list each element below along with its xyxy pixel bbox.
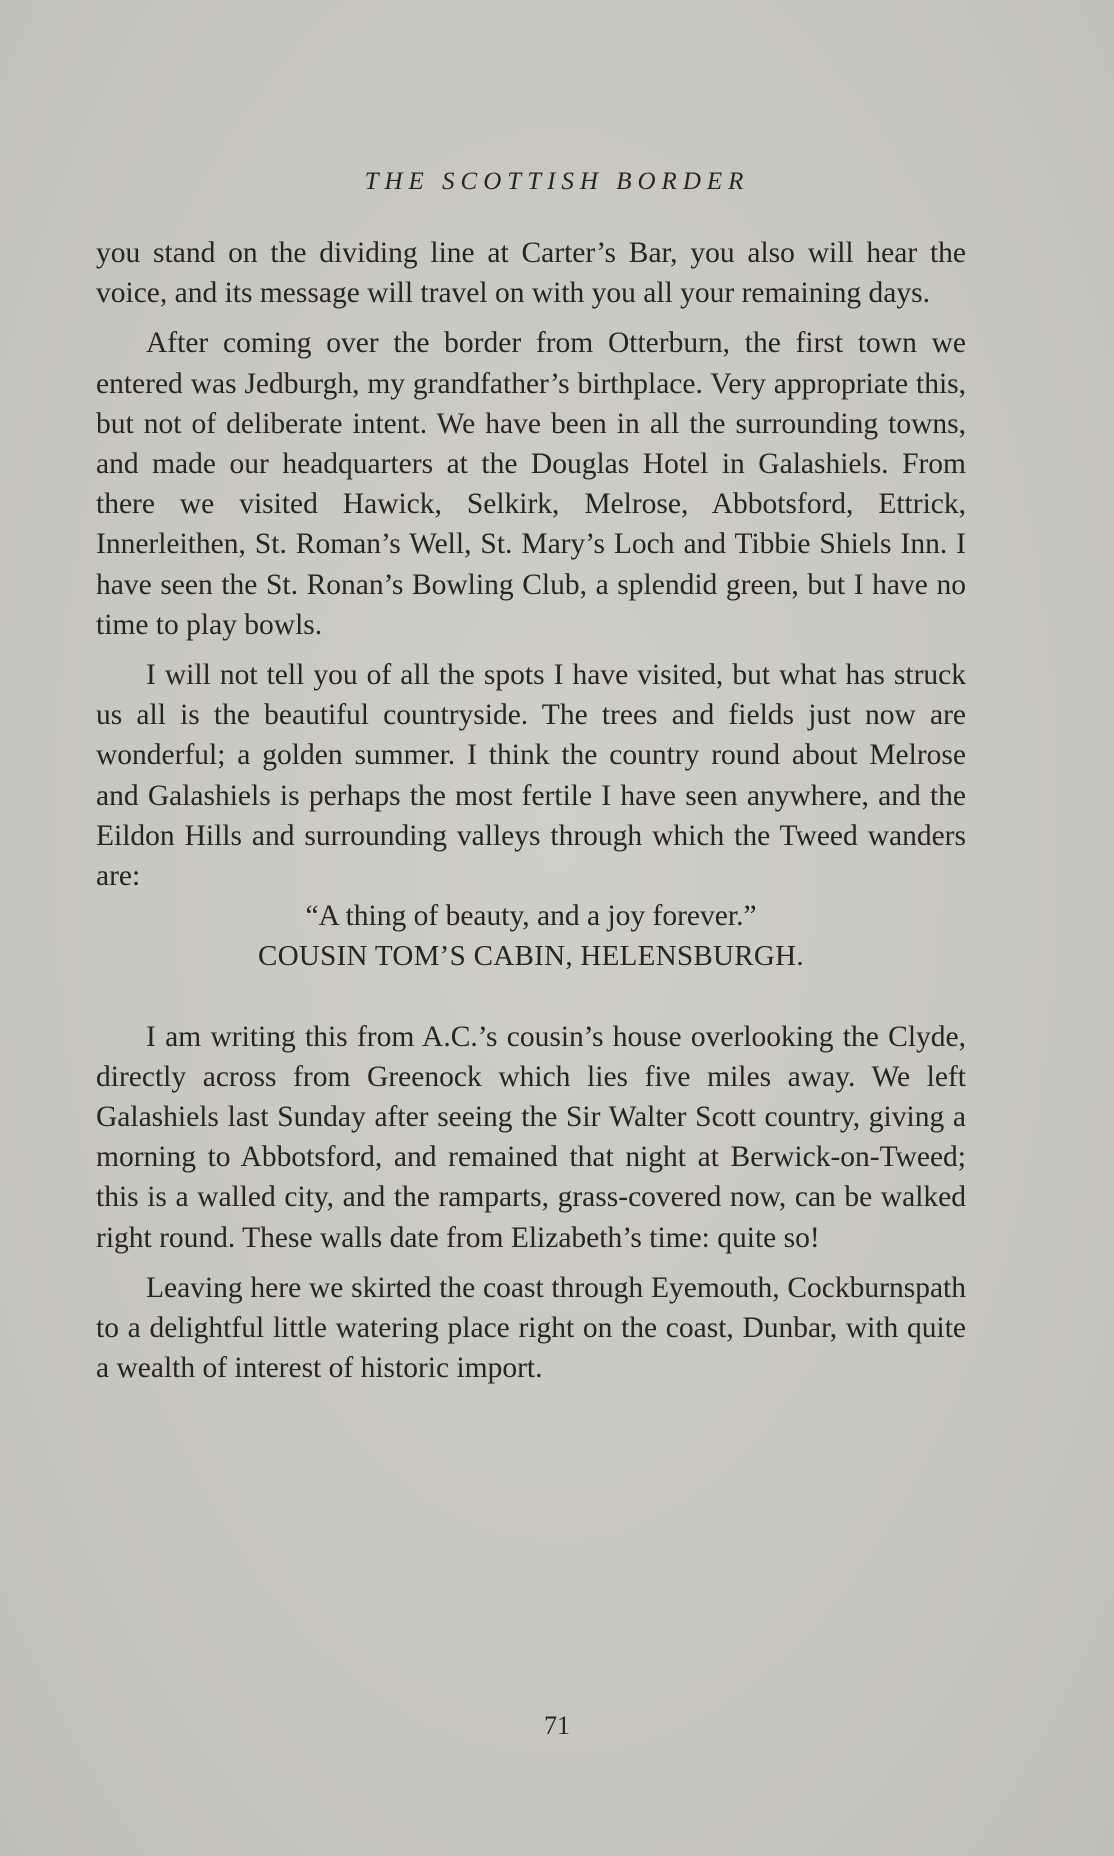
paragraph-coast: Leaving here we skirted the coast through Eyemouth, Cockburnspath to a delightful little watering place right on the coast, Dunbar, with quite a wealth of interest of historic import. (96, 1271, 966, 1385)
paragraph-jedburgh: After coming over the border from Otterburn, the first town we entered was Jedburgh, my grandfather’s birthplace. Very appropriate this, but not of deliberate intent. We have been in all the surrounding towns, and made our headquarters at the Douglas Hotel in Galashiels. From there we visited Hawick, Selkirk, Melrose, Abbotsford, Ettrick, Innerleithen, St. Roman’s Well, St. Mary’s Loch and Tibbie Shiels Inn. I have seen the St. Ronan’s Bowling Club, a splendid green, but I have no time to play bowls. (96, 327, 966, 641)
body-text (96, 233, 966, 1388)
section-heading: COUSIN TOM’S CABIN, HELENSBURGH. (258, 940, 804, 973)
paragraph-helensburgh: I am writing this from A.C.’s cousin’s house overlooking the Clyde, directly across from Greenock which lies five miles away. We left Galashiels last Sunday after seeing the Sir Walter Scott country, giving a morning to Abbotsford, and remained that night at Berwick-on-Tweed; this is a walled city, and the ramparts, grass-covered now, can be walked right round. These walls date from Elizabeth’s time: quite so! (96, 1020, 966, 1254)
paragraph-countryside: I will not tell you of all the spots I have visited, but what has struck us all is the beautiful countryside. The trees and fields just now are wonderful; a golden summer. I think the country round about Melrose and Galashiels is perhaps the most fertile I have seen anywhere, and the Eildon Hills and surrounding valleys through which the Tweed wanders are: (96, 659, 966, 893)
running-head: THE SCOTTISH BORDER (364, 168, 750, 195)
paragraph-continued: you stand on the dividing line at Carter’s Bar, you also will hear the voice, and its message will travel on with you all your remaining days. (96, 237, 966, 310)
quotation: “A thing of beauty, and a joy forever.” (305, 900, 757, 933)
page-number: 71 (544, 1711, 570, 1740)
